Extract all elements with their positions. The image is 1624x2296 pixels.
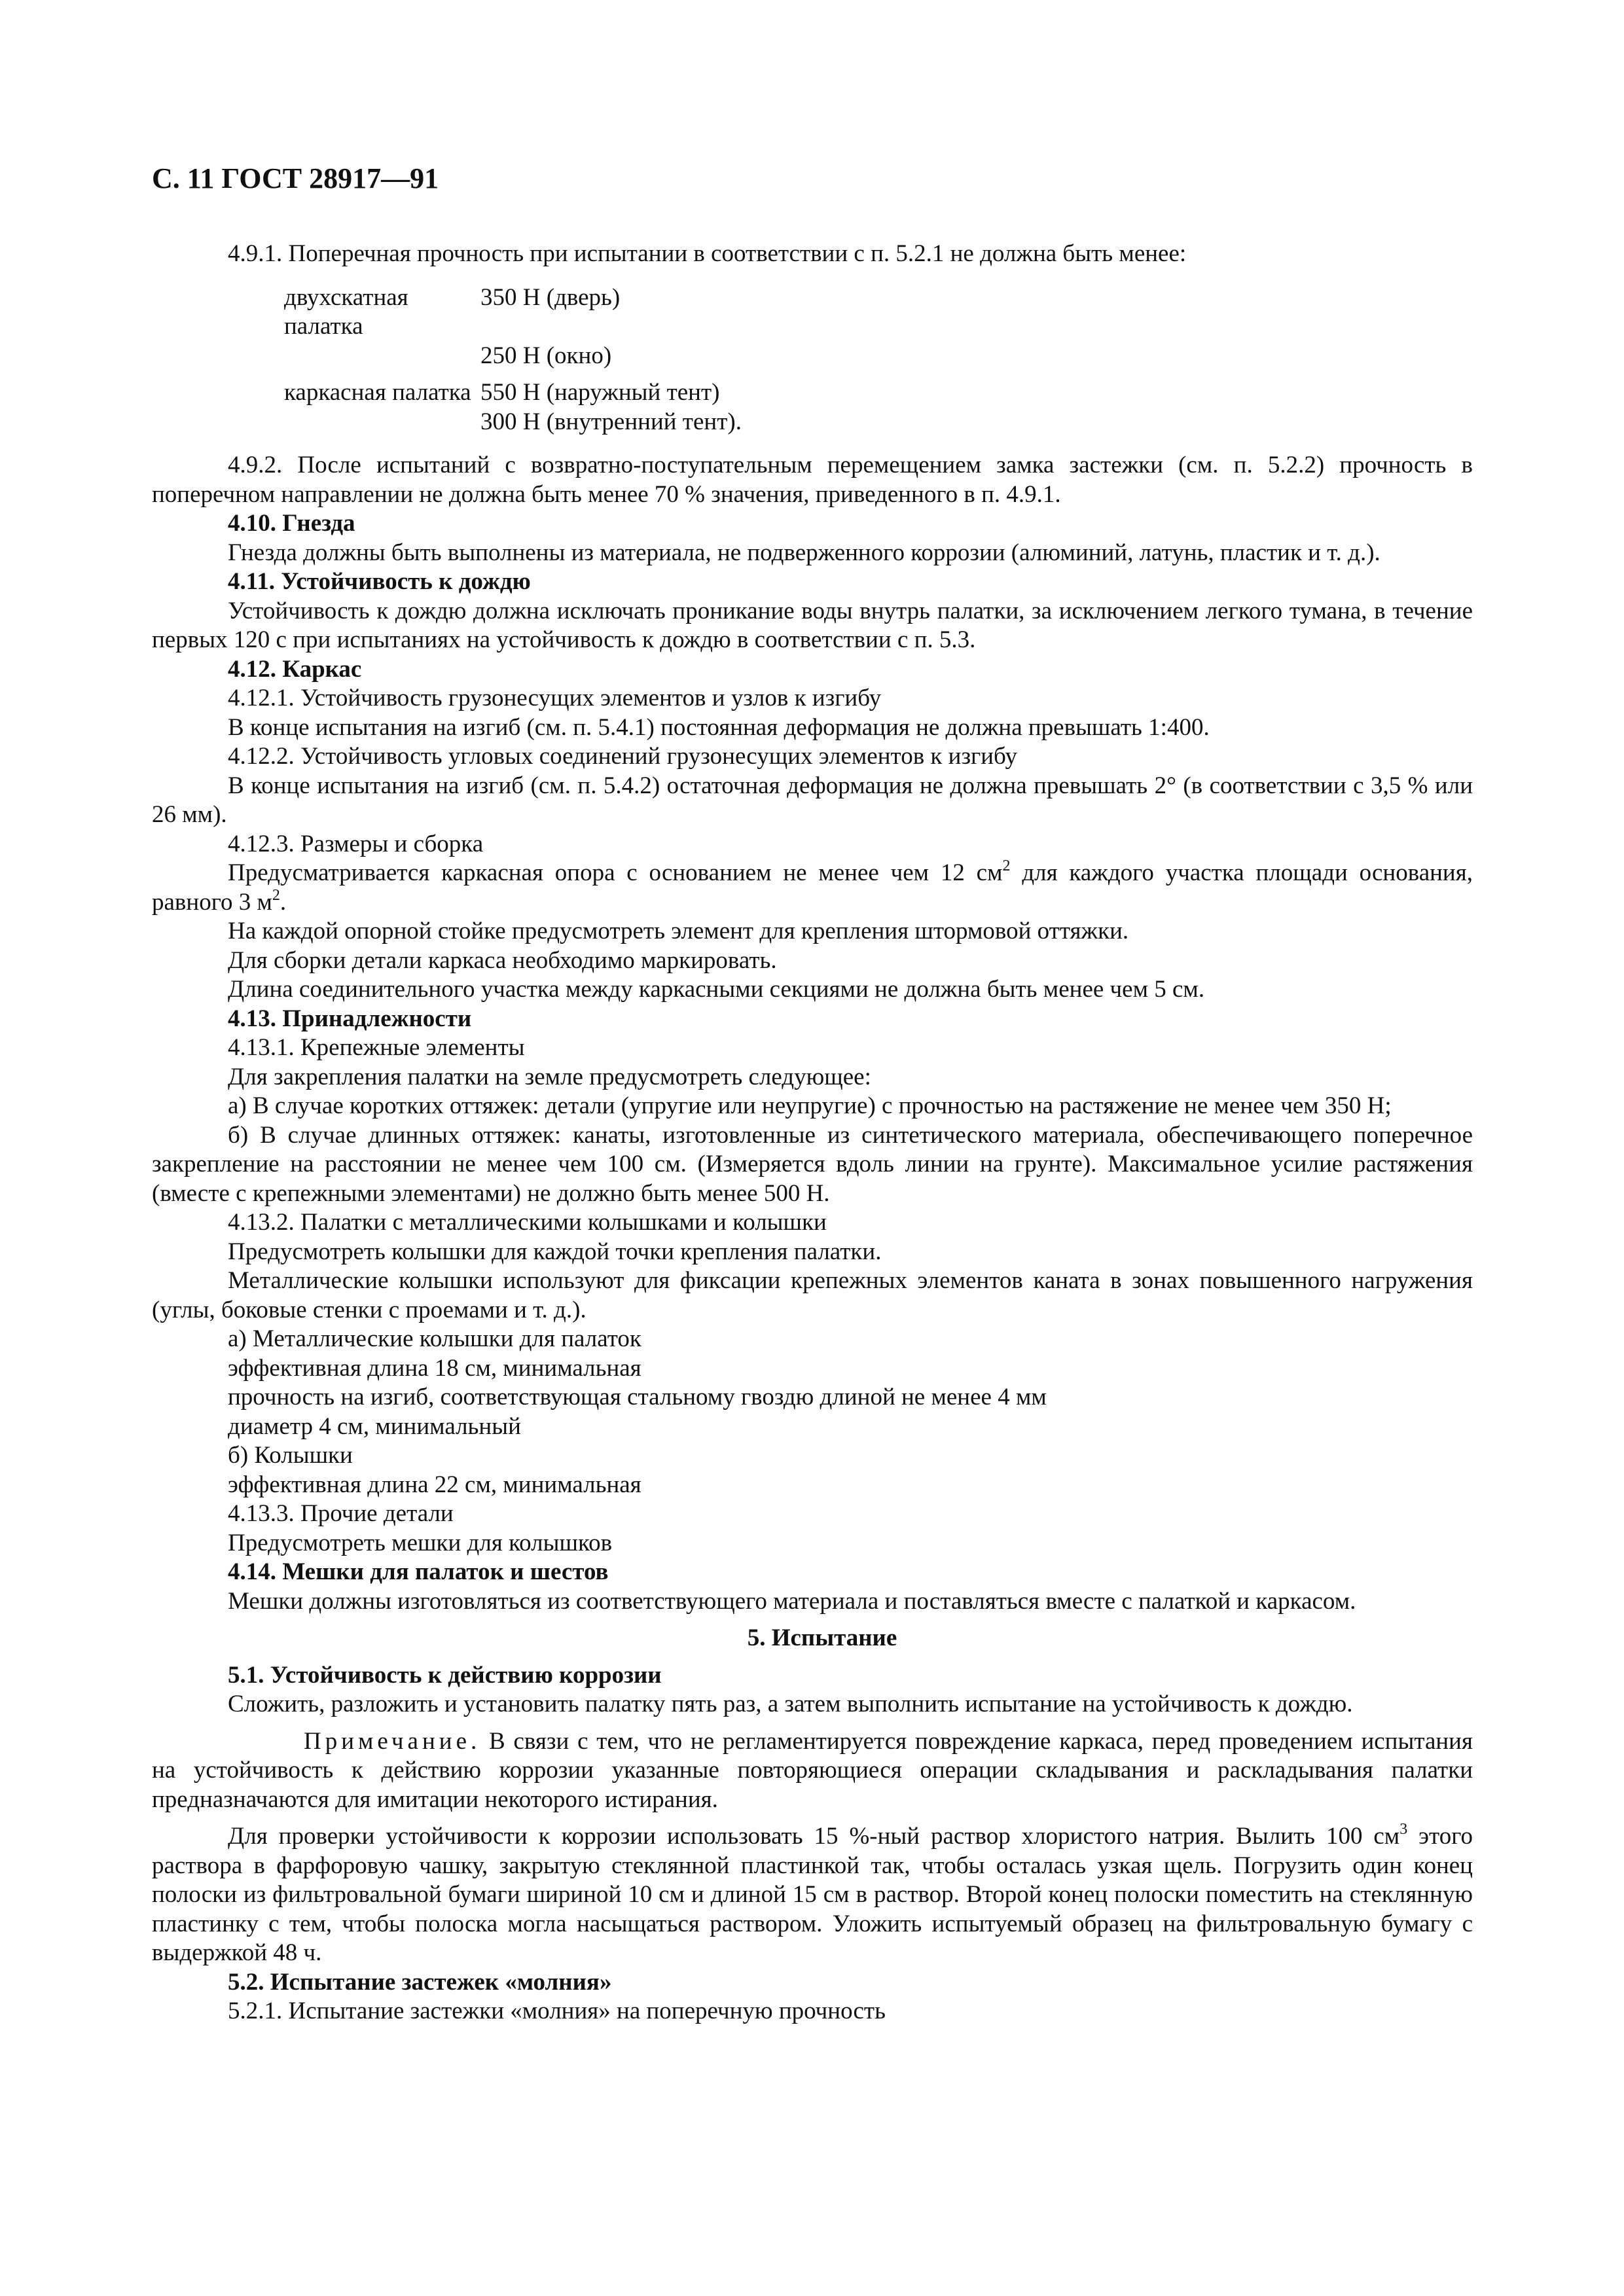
- clause-4-12-3-line-3: Длина соединительного участка между каркасными секциями не должна быть менее чем 5 см.: [228, 976, 1205, 1003]
- text-run: Для проверки устойчивости к коррозии использовать 15 %-ный раствор хлористого натрия. Вылить 100 см: [228, 1823, 1400, 1850]
- heading-4-10: 4.10. Гнезда: [228, 510, 355, 537]
- clause-4-13-1-a: а) В случае коротких оттяжек: детали (упругие или неупругие) с прочностью на растяжение не менее чем 350 Н;: [228, 1092, 1392, 1119]
- clause-4-13-2-b-1: эффективная длина 22 см, минимальная: [228, 1471, 641, 1498]
- heading-4-11: 4.11. Устойчивость к дождю: [228, 568, 531, 595]
- clause-4-13-2-line-1: Предусмотреть колышки для каждой точки крепления палатки.: [228, 1238, 882, 1265]
- note-text: В связи с тем, что не регламентируется повреждение каркаса, перед проведением испытания на устойчивость к действию коррозии указанные повторяющиеся операции складывания и раскладывания палатки предназначаются для имитации некоторого истирания.: [152, 1727, 1473, 1813]
- table-cell-type: двухскатная палатка: [284, 283, 408, 340]
- text-run: .: [280, 888, 287, 916]
- clause-4-13-2-a-1: эффективная длина 18 см, минимальная: [228, 1354, 641, 1382]
- clause-4-13-1: 4.13.1. Крепежные элементы: [228, 1034, 525, 1061]
- heading-5-2: 5.2. Испытание застежек «молния»: [228, 1968, 612, 1996]
- clause-4-13-2-a-2: прочность на изгиб, соответствующая стальному гвоздю длиной не менее 4 мм: [228, 1384, 1047, 1410]
- clause-5-1-text: Сложить, разложить и установить палатку пять раз, а затем выполнить испытание на устойчивость к дождю.: [228, 1691, 1353, 1717]
- clause-4-9-1: 4.9.1. Поперечная прочность при испытании в соответствии с п. 5.2.1 не должна быть менее:: [228, 240, 1187, 267]
- table-cell-type: каркасная палатка: [284, 379, 471, 406]
- superscript: 2: [1002, 857, 1011, 874]
- table-cell-value: 300 Н (внутренний тент).: [480, 408, 742, 435]
- clause-5-2-1: 5.2.1. Испытание застежки «молния» на поперечную прочность: [228, 1998, 886, 2024]
- clause-4-13-2: 4.13.2. Палатки с металлическими колышками и колышки: [228, 1209, 827, 1236]
- clause-4-13-3: 4.13.3. Прочие детали: [228, 1500, 454, 1527]
- spacer: [152, 269, 1473, 283]
- clause-4-13-1-line-1: Для закрепления палатки на земле предусмотреть следующее:: [228, 1063, 871, 1090]
- clause-4-12-3-line-1: На каждой опорной стойке предусмотреть элемент для крепления штормовой оттяжки.: [228, 918, 1129, 944]
- note-label: Примечание.: [304, 1727, 481, 1755]
- clause-4-13-2-text: Металлические колышки используют для фиксации крепежных элементов каната в зонах повышенного нагружения (углы, боковые стенки с проемами и т. д.).: [152, 1267, 1473, 1323]
- clause-4-13-2-a-3: диаметр 4 см, минимальный: [228, 1412, 521, 1440]
- clause-4-10-text: Гнезда должны быть выполнены из материала, не подверженного коррозии (алюминий, латунь, пластик и т. д.).: [228, 539, 1380, 566]
- page-header: С. 11 ГОСТ 28917—91: [152, 162, 439, 194]
- clause-4-13-1-b: б) В случае длинных оттяжек: канаты, изготовленные из синтетического материала, обеспечивающего поперечное закрепление на расстоянии не менее чем 100 см. (Измеряется вдоль линии на грунте). Максимальное усилие растяжения (вместе с крепежными элементами) не должно быть менее 500 Н.: [152, 1121, 1473, 1207]
- strength-table: [152, 283, 1473, 437]
- clause-4-12-3: 4.12.3. Размеры и сборка: [228, 830, 484, 857]
- text-run: Предусматривается каркасная опора с основанием не менее чем 12 см: [228, 859, 1003, 886]
- superscript: 3: [1399, 1821, 1408, 1838]
- text-run: этого раствора в фарфоровую чашку, закрытую стеклянной пластинкой так, чтобы осталась узкая щель. Погрузить один конец полоски из фильтровальной бумаги шириной 10 см и длиной 15 см в раствор. Второй конец полоски поместить на стеклянную пластинку с тем, чтобы полоска могла насыщаться раствором. Уложить испытуемый образец на фильтровальную бумагу с выдержкой 48 ч.: [152, 1823, 1473, 1966]
- clause-4-12-3-text: [152, 859, 1473, 917]
- heading-4-13: 4.13. Принадлежности: [228, 1005, 472, 1032]
- table-cell-value: 250 Н (окно): [480, 342, 612, 369]
- clause-5-1-procedure: [152, 1822, 1473, 1968]
- heading-4-12: 4.12. Каркас: [228, 655, 362, 683]
- clause-4-12-2-text: В конце испытания на изгиб (см. п. 5.4.2) остаточная деформация не должна превышать 2° (в соответствии с 3,5 % или 26 мм).: [152, 772, 1473, 828]
- clause-4-12-2: 4.12.2. Устойчивость угловых соединений грузонесущих элементов к изгибу: [228, 743, 1017, 770]
- superscript: 2: [272, 886, 280, 904]
- heading-4-14: 4.14. Мешки для палаток и шестов: [228, 1558, 609, 1585]
- clause-4-13-2-b: б) Колышки: [228, 1442, 353, 1469]
- clause-4-9-2: 4.9.2. После испытаний с возвратно-поступательным перемещением замка застежки (см. п. 5.2.2) прочность в поперечном направлении не должна быть менее 70 % значения, приведенного в п. 4.9.1.: [152, 452, 1473, 508]
- note-paragraph: [152, 1727, 1473, 1815]
- clause-4-12-1-text: В конце испытания на изгиб (см. п. 5.4.1) постоянная деформация не должна превышать 1:400.: [228, 713, 1210, 741]
- spacer: [152, 437, 1473, 451]
- heading-5-1: 5.1. Устойчивость к действию коррозии: [228, 1661, 662, 1689]
- clause-4-14-text: Мешки должны изготовляться из соответствующего материала и поставляться вместе с палаткой и каркасом.: [228, 1587, 1356, 1615]
- table-cell-value: 550 Н (наружный тент): [480, 379, 720, 406]
- section-5-title: 5. Испытание: [747, 1624, 897, 1651]
- clause-4-13-3-line-1: Предусмотреть мешки для колышков: [228, 1529, 613, 1556]
- clause-4-11-text: Устойчивость к дождю должна исключать проникание воды внутрь палатки, за исключением легкого тумана, в течение первых 120 с при испытаниях на устойчивость к дождю в соответствии с п. 5.3.: [152, 597, 1473, 653]
- table-cell-value: 350 Н (дверь): [480, 283, 621, 311]
- clause-4-12-1: 4.12.1. Устойчивость грузонесущих элементов и узлов к изгибу: [228, 685, 882, 711]
- document-body: [152, 240, 1473, 2026]
- clause-4-12-3-line-2: Для сборки детали каркаса необходимо маркировать.: [228, 946, 777, 974]
- text-run: для каждого участка площади основания, равного 3 м: [152, 859, 1473, 916]
- clause-4-13-2-a: а) Металлические колышки для палаток: [228, 1325, 641, 1352]
